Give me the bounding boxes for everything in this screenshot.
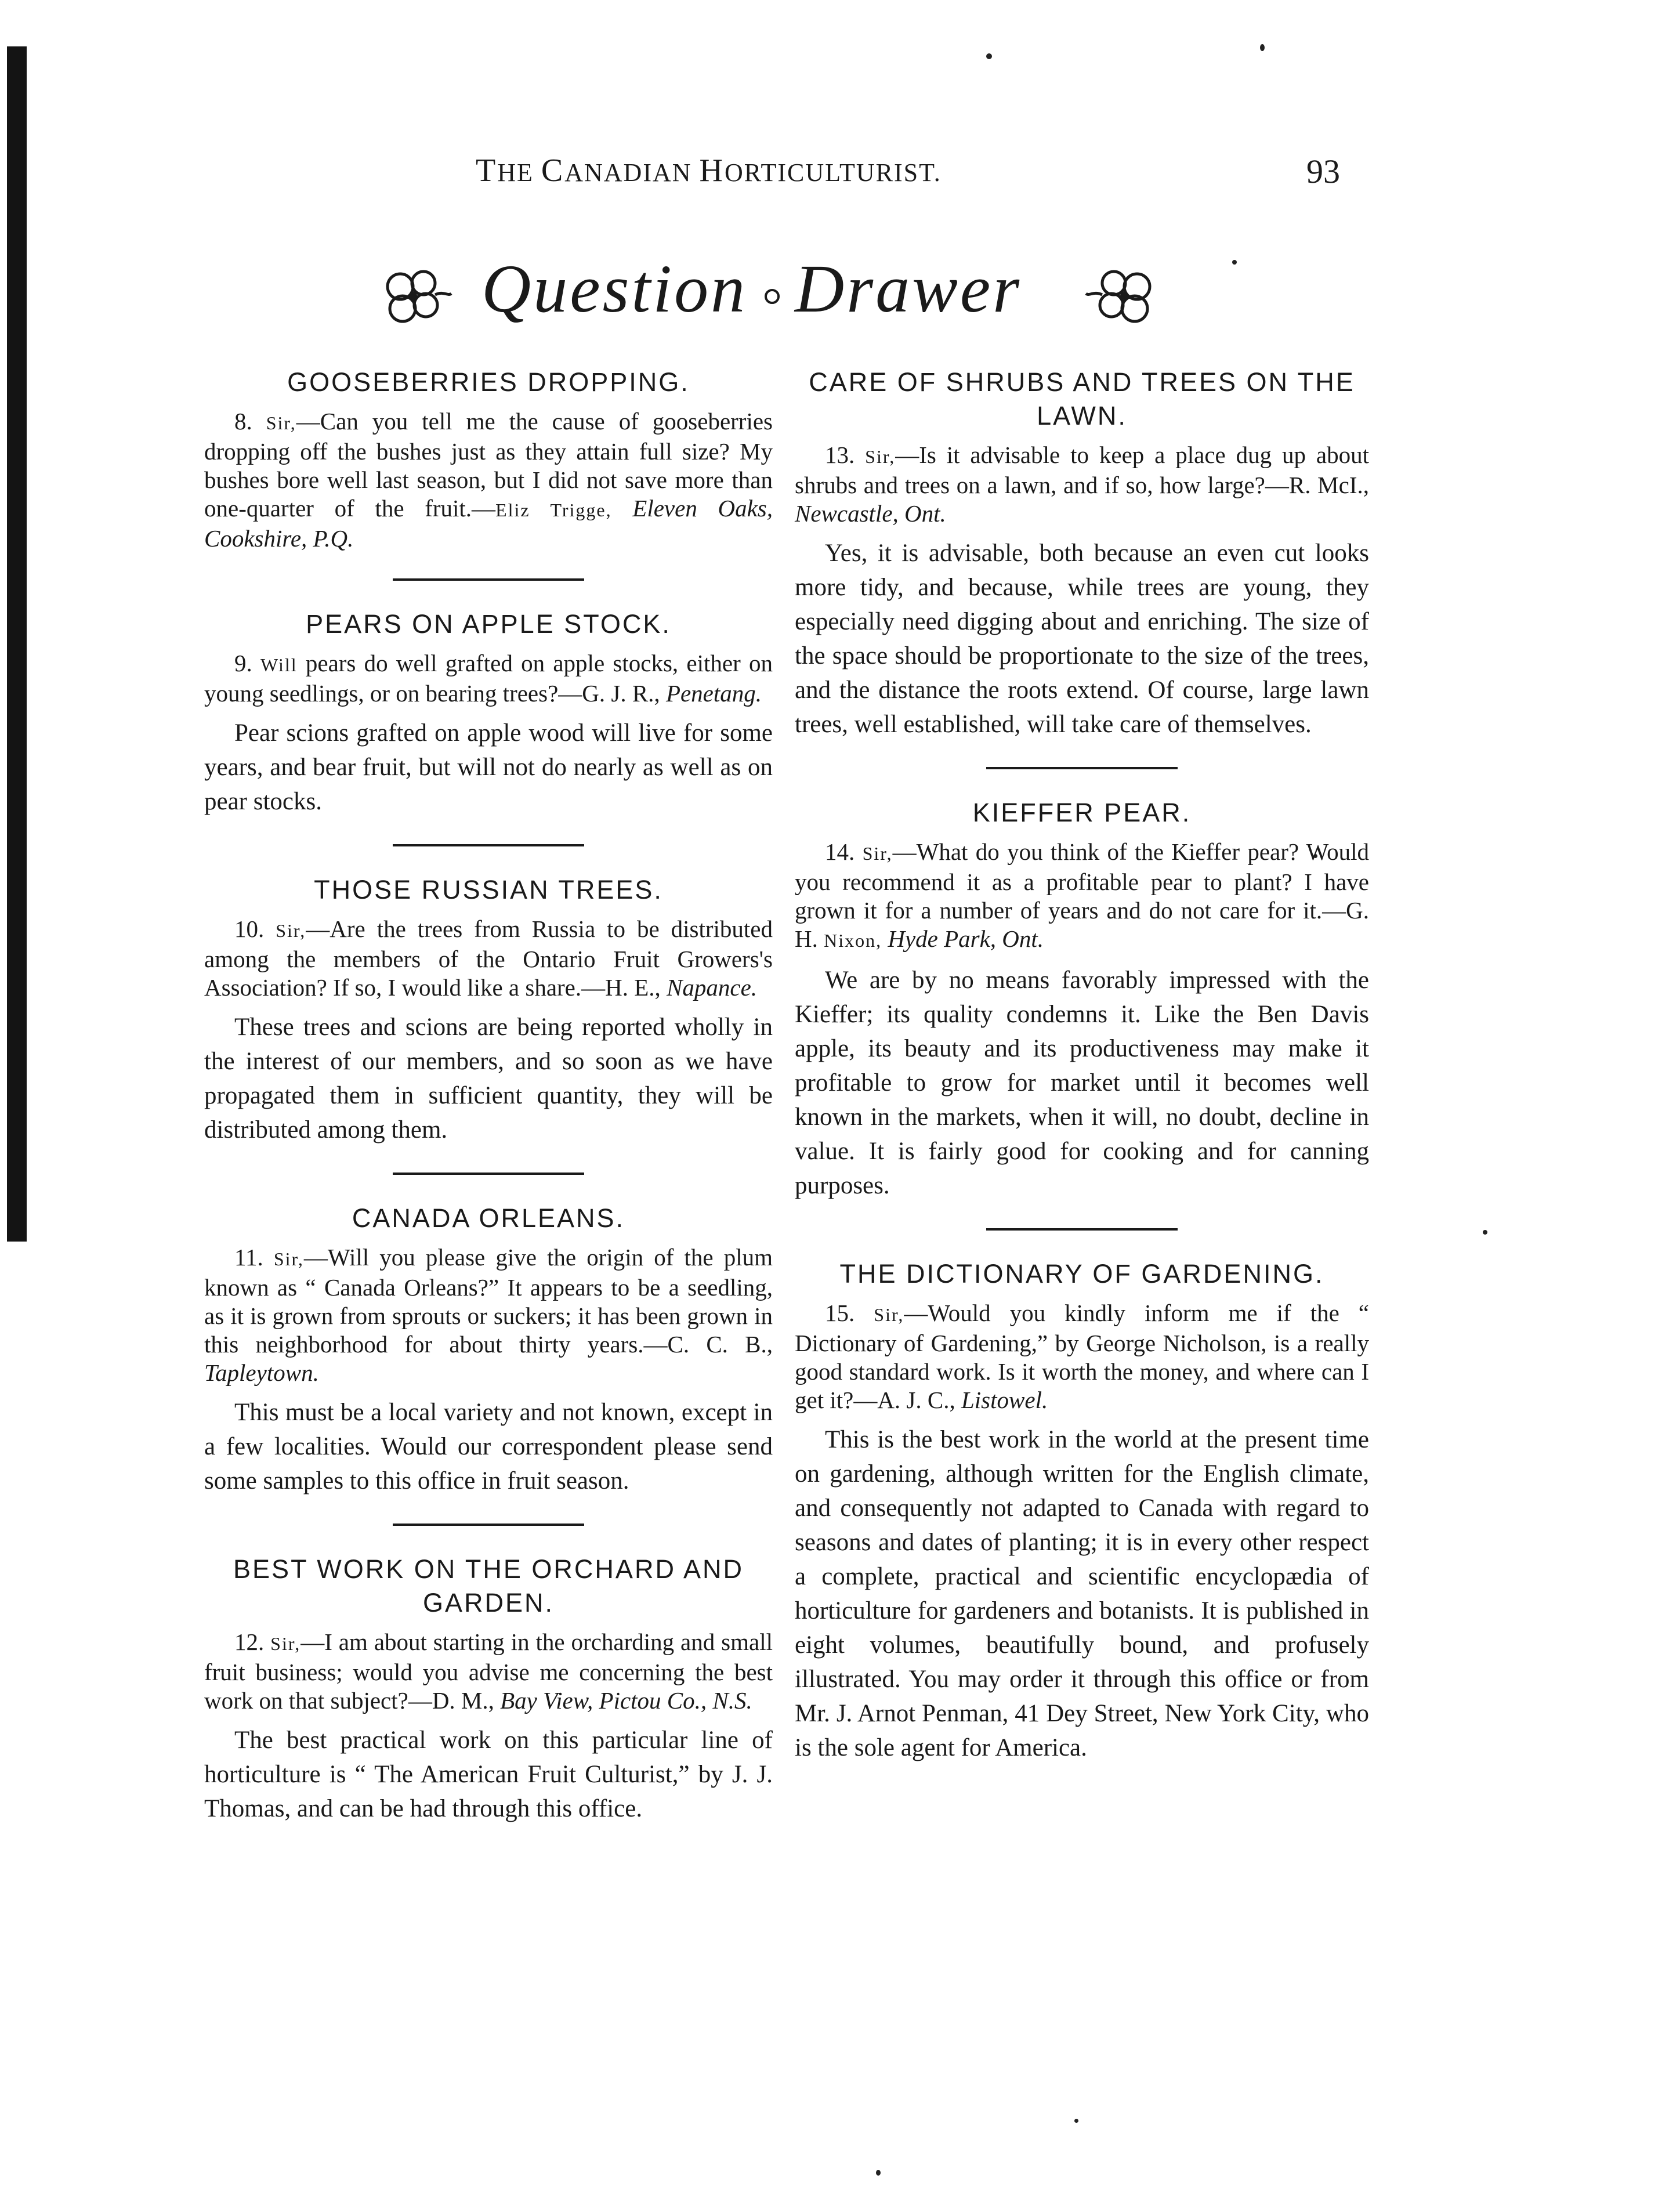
qa-entry [204, 1202, 773, 1498]
section-heading: THE DICTIONARY OF GARDENING. [839, 1259, 1324, 1289]
banner-word-drawer: Drawer [795, 251, 1022, 327]
qa-entry [204, 1553, 773, 1826]
section-heading: PEARS ON APPLE STOCK. [306, 609, 671, 639]
qa-entry [795, 796, 1369, 1203]
qa-entry [204, 873, 773, 1147]
divider-rule [986, 767, 1178, 769]
print-speck [1074, 2119, 1078, 2123]
running-head-t: T [476, 153, 498, 189]
question-text: 15. Sir,—Would you kindly inform me if the “ Dictionary of Gardening,” by George Nicholson, is a really good standard work. Is it worth the money, and where can I get it?—A. J. C., Listowel. [795, 1300, 1369, 1413]
divider-rule [393, 844, 584, 846]
answer-text: This is the best work in the world at the present time on gardening, although written for the English climate, and consequently not adapted to Canada with regard to seasons and dates of planting; it is in every other respect a complete, practical and scientific encyclopædia of horticulture for gardeners and botanists. It is published in eight volumes, beautifully bound, and profusely illustrated. You may order it through this office or from Mr. J. Arnot Penman, 41 Dey Street, New York City, who is the sole agent for America. [795, 1426, 1369, 1761]
divider-rule [986, 1228, 1178, 1231]
section-heading: BEST WORK ON THE ORCHARD AND GARDEN. [233, 1554, 744, 1617]
running-head-h: H [699, 153, 725, 189]
left-column [204, 366, 773, 1834]
running-head-horticulturist: ORTICULTURIST. [725, 158, 942, 187]
section-heading: CARE OF SHRUBS AND TREES ON THE LAWN. [809, 367, 1355, 430]
answer-text: The best practical work on this particular line of horticulture is “ The American Fruit Culturist,” by J. J. Thomas, and can be had through this office. [204, 1727, 773, 1822]
qa-entry [204, 366, 773, 553]
print-speck [1260, 44, 1265, 51]
divider-rule [393, 1524, 584, 1526]
running-head-c: C [541, 153, 565, 189]
divider-rule [393, 578, 584, 581]
running-head-he: HE [497, 158, 541, 187]
answer-text: We are by no means favorably impressed with the Kieffer; its quality condemns it. Like the Ben Davis apple, its beauty and its productiveness may make it profitable to grow for market until it becomes well known in the markets, when it will, no doubt, decline in value. It is fairly good for cooking and for canning purposes. [795, 967, 1369, 1199]
section-heading: CANADA ORLEANS. [352, 1203, 625, 1233]
answer-text: These trees and scions are being reported wholly in the interest of our members, and so soon as we have propagated them in sufficient quantity, they will be distributed among them. [204, 1014, 773, 1144]
print-speck [1483, 1230, 1487, 1235]
qa-entry [795, 1257, 1369, 1765]
question-text: 13. Sir,—Is it advisable to keep a place dug up about shrubs and trees on a lawn, and if so, how large?—R. McI., Newcastle, Ont. [795, 442, 1369, 527]
section-heading: KIEFFER PEAR. [972, 798, 1192, 827]
running-head [476, 152, 942, 189]
question-text: 9. Will pears do well grafted on apple stocks, either on young seedlings, or on bearing trees?—G. J. R., Penetang. [204, 650, 773, 707]
answer-text: This must be a local variety and not known, except in a few localities. Would our correspondent please send some samples to this office in fruit season. [204, 1399, 773, 1494]
section-heading: GOOSEBERRIES DROPPING. [287, 367, 690, 397]
question-text: 10. Sir,—Are the trees from Russia to be distributed among the members of the Ontario Fruit Growers's Association? If so, I would like a share.—H. E., Napance. [204, 915, 773, 1001]
question-text: 14. Sir,—What do you think of the Kieffer pear? Would you recommend it as a profitable pear to plant? I have grown it for a number of years and do not care for it.—G. H. Nixon, Hyde Park, Ont. [795, 838, 1369, 952]
running-head-canadian: ANADIAN [564, 158, 700, 187]
print-speck [876, 2170, 881, 2176]
answer-text: Pear scions grafted on apple wood will live for some years, and bear fruit, but will not do nearly as well as on pear stocks. [204, 719, 773, 815]
qa-entry [204, 607, 773, 819]
binding-edge [7, 46, 27, 1242]
question-text: 11. Sir,—Will you please give the origin of the plum known as “ Canada Orleans?” It appears to be a seedling, as it is grown from sprouts or suckers; it has been grown in this neighborhood for about thirty years.—C. C. B., Tapleytown. [204, 1244, 773, 1386]
question-text: 8. Sir,—Can you tell me the cause of gooseberries dropping off the bushes just as they attain full size? My bushes bore well last season, but I did not save more than one-quarter of the fruit.—Eliz Trigge, Eleven Oaks, Cookshire, P.Q. [204, 408, 773, 552]
question-text: 12. Sir,—I am about starting in the orcharding and small fruit business; would you advise me concerning the best work on that subject?—D. M., Bay View, Pictou Co., N.S. [204, 1629, 773, 1714]
qa-entry [795, 366, 1369, 741]
banner-separator-icon [765, 289, 780, 304]
banner-word-question: Question [481, 251, 748, 327]
flower-ornament-icon [377, 265, 452, 328]
section-banner [365, 249, 1178, 348]
flower-ornament-icon [1085, 265, 1160, 328]
section-heading: THOSE RUSSIAN TREES. [314, 875, 663, 904]
divider-rule [393, 1173, 584, 1175]
answer-text: Yes, it is advisable, both because an even cut looks more tidy, and because, while trees are young, they especially need digging about and enriching. The size of the space should be proportionate to the size of the trees, and the distance the roots extend. Of course, large lawn trees, well established, will take care of themselves. [795, 540, 1369, 738]
print-speck [1232, 260, 1237, 265]
right-column [795, 366, 1369, 1773]
page-number: 93 [1306, 153, 1340, 190]
print-speck [986, 53, 992, 59]
